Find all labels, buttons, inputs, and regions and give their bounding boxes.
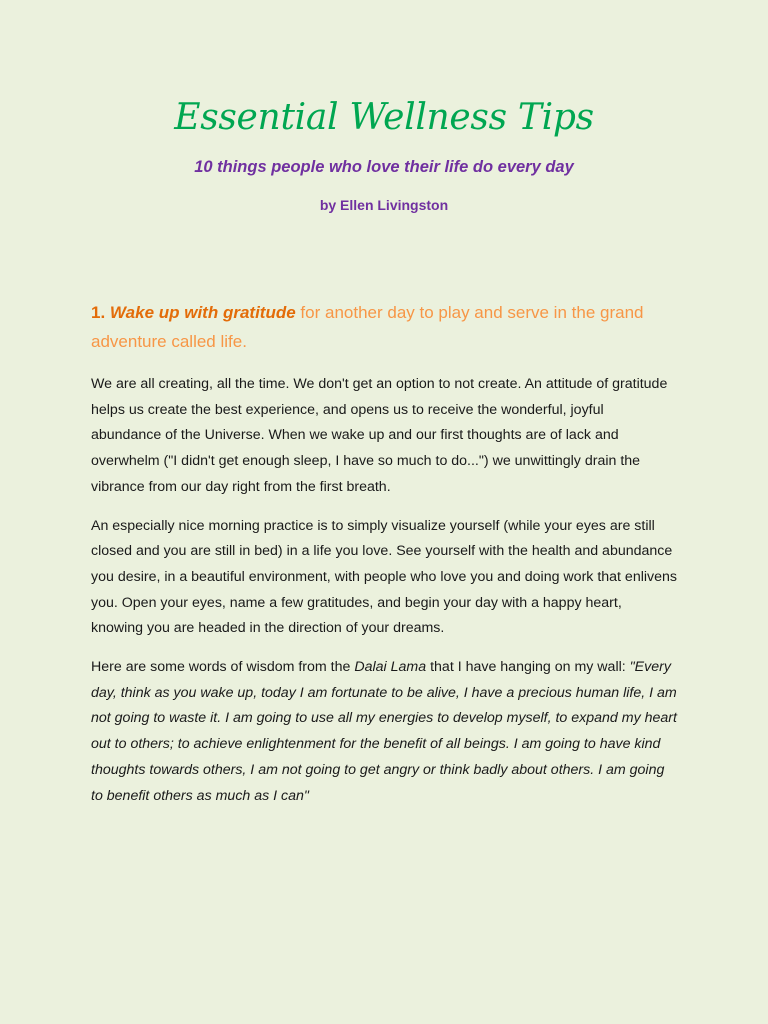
quote-lead-text: Here are some words of wisdom from the bbox=[91, 659, 351, 676]
document-subtitle: 10 things people who love their life do every day bbox=[194, 158, 574, 176]
tip-heading-rest: for another day to play and serve in the grand adventure called life. bbox=[91, 303, 644, 351]
tip-emphasis: Wake up with gratitude bbox=[109, 303, 296, 322]
quote-mid-text: that I have hanging on my wall: bbox=[430, 659, 626, 676]
body-paragraph-2: An especially nice morning practice is to simply visualize yourself (while your eyes are still closed and you are still in bed) in a life you love. See yourself with the health and abundance you desire, in a beautiful environment, with people who love you and doing work that enlivens you. Open your eyes, name a few gratitudes, and begin your day with a happy heart, knowing you are headed in the direction of your dreams. bbox=[91, 517, 677, 637]
quote-author-name: Dalai Lama bbox=[354, 659, 427, 676]
document-title: Essential Wellness Tips bbox=[174, 97, 594, 138]
dalai-lama-quote: "Every day, think as you wake up, today I am fortunate to be alive, I have a precious human life, I am not going to waste it. I am going to use all my energies to develop myself, to expand my heart out to others; to achieve enlightenment for the benefit of all beings. I am going to have kind thoughts towards others, I am not going to get angry or think badly about others. I am going to benefit others as much as I can" bbox=[91, 659, 677, 804]
tip-heading-1 bbox=[91, 298, 677, 356]
body-paragraph-3 bbox=[91, 655, 677, 809]
body-paragraph-1: We are all creating, all the time. We don't get an option to not create. An attitude of gratitude helps us create the best experience, and opens us to receive the wonderful, joyful abundance of the Universe. When we wake up and our first thoughts are of lack and overwhelm ("I didn't get enough sleep, I have so much to do...") we unwittingly drain the vibrance from our day right from the first breath. bbox=[91, 376, 668, 495]
author-byline: by Ellen Livingston bbox=[319, 197, 449, 213]
tip-number: 1. bbox=[91, 303, 106, 322]
